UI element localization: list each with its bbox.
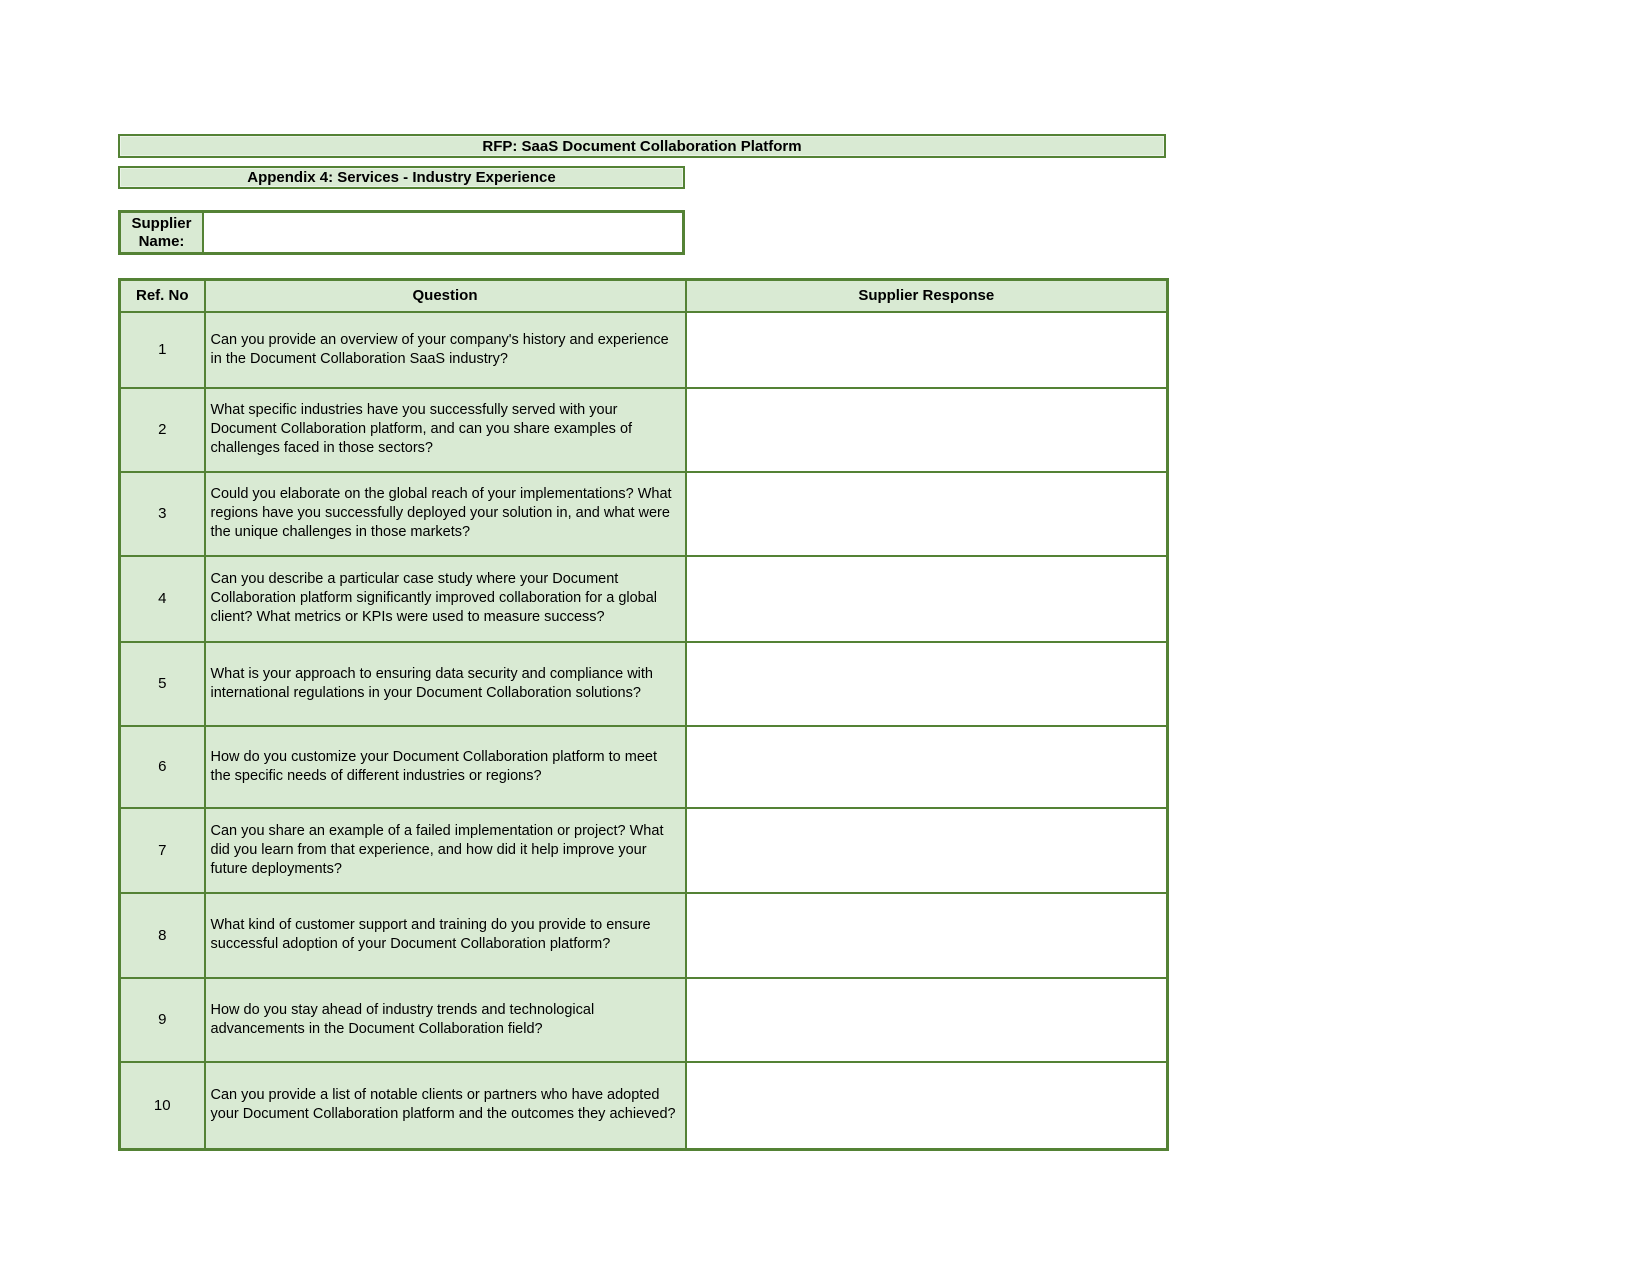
question-cell: How do you customize your Document Collaboration platform to meet the specific needs of different industries or regions? xyxy=(205,726,686,808)
col-header-ref-no: Ref. No xyxy=(120,280,205,312)
question-cell: What kind of customer support and training do you provide to ensure successful adoption of your Document Collaboration platform? xyxy=(205,893,686,978)
ref-no-cell: 3 xyxy=(120,472,205,556)
question-cell: How do you stay ahead of industry trends and technological advancements in the Document Collaboration field? xyxy=(205,978,686,1062)
page-title-bar xyxy=(118,134,1166,158)
table-row xyxy=(120,726,1168,808)
table-row xyxy=(120,472,1168,556)
table-row xyxy=(120,312,1168,388)
content-area xyxy=(118,134,1166,1151)
page-title: RFP: SaaS Document Collaboration Platform xyxy=(482,137,802,155)
question-cell: Can you provide an overview of your company's history and experience in the Document Collaboration SaaS industry? xyxy=(205,312,686,388)
ref-no-cell: 2 xyxy=(120,388,205,472)
response-cell[interactable] xyxy=(686,893,1168,978)
table-row xyxy=(120,893,1168,978)
response-cell[interactable] xyxy=(686,726,1168,808)
questions-table xyxy=(118,278,1169,1151)
question-cell: Can you describe a particular case study where your Document Collaboration platform significantly improved collaboration for a global client? What metrics or KPIs were used to measure success? xyxy=(205,556,686,642)
response-cell[interactable] xyxy=(686,472,1168,556)
supplier-name-input[interactable] xyxy=(204,213,682,252)
response-cell[interactable] xyxy=(686,808,1168,893)
ref-no-cell: 8 xyxy=(120,893,205,978)
table-row xyxy=(120,808,1168,893)
question-cell: Can you provide a list of notable clients or partners who have adopted your Document Collaboration platform and the outcomes they achieved? xyxy=(205,1062,686,1150)
ref-no-cell: 10 xyxy=(120,1062,205,1150)
table-row xyxy=(120,388,1168,472)
ref-no-cell: 4 xyxy=(120,556,205,642)
response-cell[interactable] xyxy=(686,1062,1168,1150)
col-header-question: Question xyxy=(205,280,686,312)
response-cell[interactable] xyxy=(686,642,1168,726)
response-cell[interactable] xyxy=(686,556,1168,642)
table-row xyxy=(120,1062,1168,1150)
question-cell: What is your approach to ensuring data security and compliance with international regulations in your Document Collaboration solutions? xyxy=(205,642,686,726)
table-row xyxy=(120,556,1168,642)
question-cell: What specific industries have you successfully served with your Document Collaboration platform, and can you share examples of challenges faced in those sectors? xyxy=(205,388,686,472)
response-cell[interactable] xyxy=(686,978,1168,1062)
appendix-title: Appendix 4: Services - Industry Experience xyxy=(247,169,556,186)
supplier-name-label: Supplier Name: xyxy=(121,213,204,252)
response-cell[interactable] xyxy=(686,388,1168,472)
ref-no-cell: 6 xyxy=(120,726,205,808)
col-header-supplier-response: Supplier Response xyxy=(686,280,1168,312)
ref-no-cell: 5 xyxy=(120,642,205,726)
table-row xyxy=(120,642,1168,726)
question-cell: Could you elaborate on the global reach of your implementations? What regions have you successfully deployed your solution in, and what were the unique challenges in those markets? xyxy=(205,472,686,556)
supplier-name-box xyxy=(118,210,685,255)
appendix-title-bar xyxy=(118,166,685,189)
question-cell: Can you share an example of a failed implementation or project? What did you learn from that experience, and how did it help improve your future deployments? xyxy=(205,808,686,893)
ref-no-cell: 7 xyxy=(120,808,205,893)
ref-no-cell: 9 xyxy=(120,978,205,1062)
ref-no-cell: 1 xyxy=(120,312,205,388)
table-row xyxy=(120,978,1168,1062)
response-cell[interactable] xyxy=(686,312,1168,388)
header-row xyxy=(120,280,1168,312)
